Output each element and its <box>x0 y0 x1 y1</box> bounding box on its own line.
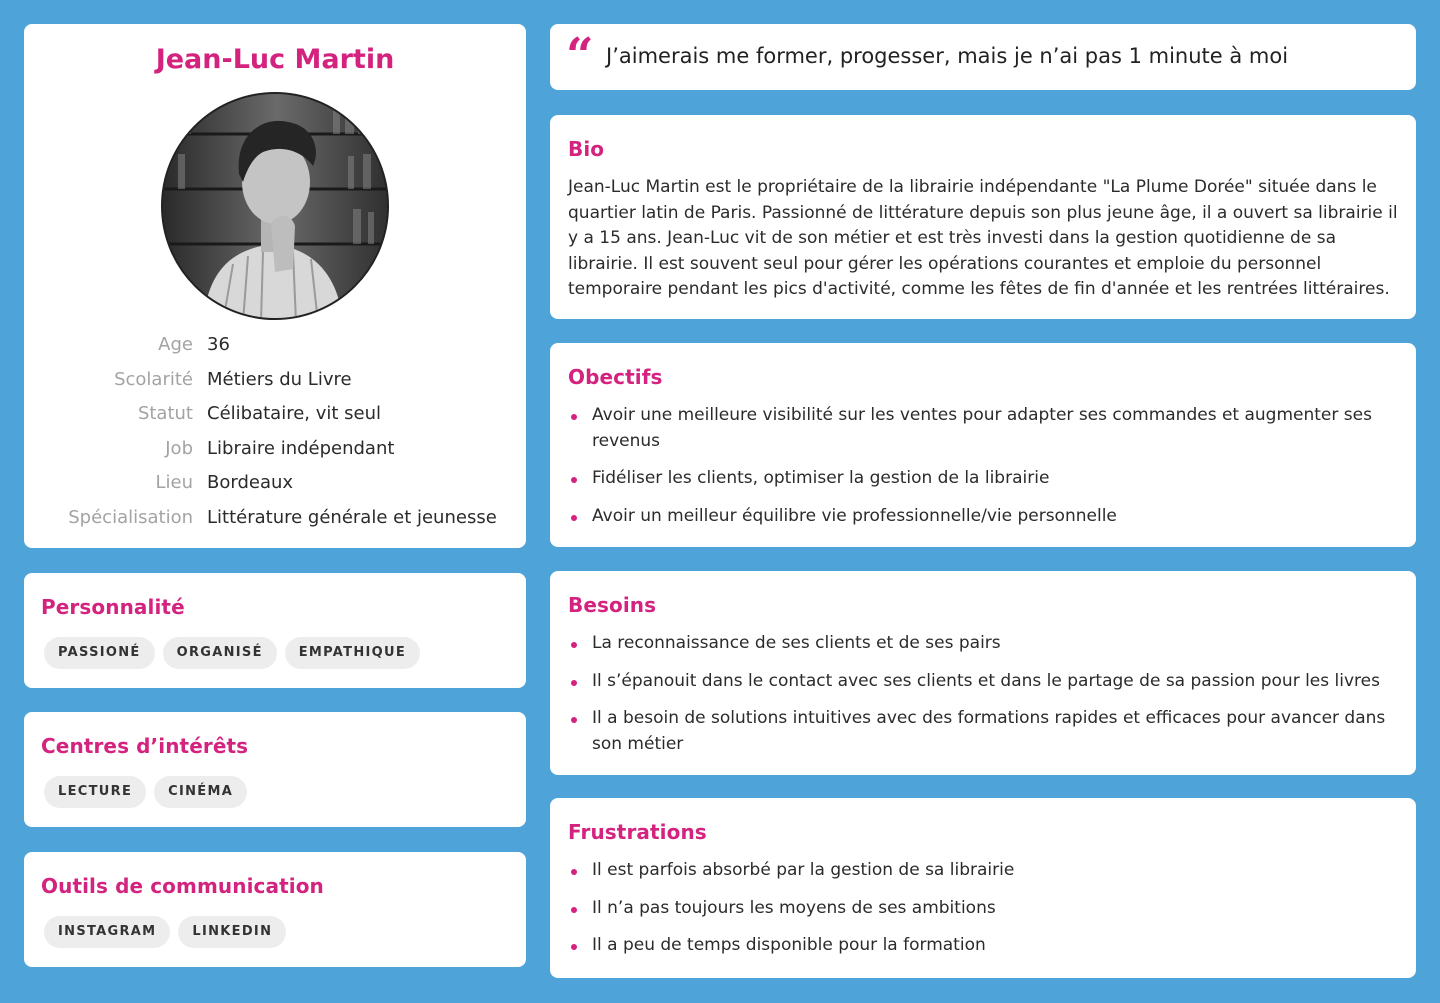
fact-label: Job <box>165 437 193 459</box>
quote-card <box>550 24 1416 90</box>
fact-row-specialisation <box>24 507 526 541</box>
tag: LECTURE <box>44 776 146 808</box>
tools-card <box>24 852 526 967</box>
fact-value: Célibataire, vit seul <box>207 403 382 424</box>
tag: ORGANISÉ <box>163 637 277 669</box>
fact-label: Lieu <box>155 472 193 493</box>
section-title: Frustrations <box>568 820 707 844</box>
list-item: Il est parfois absorbé par la gestion de sa librairie <box>568 858 1404 884</box>
list-item: Il n’a pas toujours les moyens de ses ambitions <box>568 896 1404 922</box>
section-title: Centres d’intérêts <box>41 734 249 758</box>
tag: LINKEDIN <box>178 916 286 948</box>
frustrations-card <box>550 798 1416 978</box>
fact-label: Spécialisation <box>68 506 193 528</box>
tag: EMPATHIQUE <box>285 637 420 669</box>
list-item: Fidéliser les clients, optimiser la gestion de la librairie <box>568 466 1404 492</box>
fact-label: Statut <box>137 403 193 424</box>
section-title: Bio <box>568 137 605 161</box>
objectives-card <box>550 343 1416 547</box>
fact-value: Libraire indépendant <box>207 437 395 459</box>
bullet-list <box>568 403 1404 541</box>
fact-value: Littérature générale et jeunesse <box>207 506 497 528</box>
list-item: Il a besoin de solutions intuitives avec des formations rapides et efficaces pour avancer dans son métier <box>568 706 1404 757</box>
persona-name: Jean-Luc Martin <box>155 44 395 75</box>
tag: CINÉMA <box>154 776 247 808</box>
fact-row-scolarite <box>24 369 526 403</box>
fact-value: Bordeaux <box>207 472 294 493</box>
fact-value: 36 <box>207 334 230 355</box>
bio-card <box>550 115 1416 319</box>
list-item: Avoir un meilleur équilibre vie professionnelle/vie personnelle <box>568 504 1404 530</box>
tag-list <box>44 637 420 669</box>
fact-row-statut <box>24 403 526 437</box>
tag: INSTAGRAM <box>44 916 170 948</box>
needs-card <box>550 571 1416 775</box>
fact-label: Scolarité <box>114 368 193 390</box>
bullet-list <box>568 858 1404 971</box>
quote-text: J’aimerais me former, progesser, mais je n’ai pas 1 minute à moi <box>606 44 1289 68</box>
section-title: Outils de communication <box>41 874 324 898</box>
tag-list <box>44 916 286 948</box>
avatar-photo <box>163 94 389 320</box>
quote-icon: “ <box>566 28 594 84</box>
section-title: Obectifs <box>568 365 663 389</box>
interests-card <box>24 712 526 827</box>
profile-card <box>24 24 526 548</box>
tag-list <box>44 776 247 808</box>
personality-card <box>24 573 526 688</box>
section-title: Personnalité <box>41 595 185 619</box>
bio-text: Jean-Luc Martin est le propriétaire de la librairie indépendante "La Plume Dorée" située dans le quartier latin de Paris. Passionné de littérature depuis son plus jeune âge, il a ouvert sa librairie il y a 15 ans. Jean-Luc vit de son métier et est très investi dans la gestion quotidienne de sa librairie. Il est souvent seul pour gérer les opérations courantes et emploie du personnel temporaire pendant les pics d'activité, comme les fêtes de fin d'année et les rentrées littéraires. <box>568 177 1398 299</box>
avatar <box>161 92 389 320</box>
fact-label: Age <box>158 334 193 355</box>
bullet-list <box>568 631 1404 769</box>
list-item: Avoir une meilleure visibilité sur les ventes pour adapter ses commandes et augmenter ses revenus <box>568 403 1404 454</box>
fact-row-age <box>24 334 526 368</box>
fact-row-lieu <box>24 472 526 506</box>
list-item: Il a peu de temps disponible pour la formation <box>568 933 1404 959</box>
fact-row-job <box>24 438 526 472</box>
fact-value: Métiers du Livre <box>207 368 352 390</box>
list-item: La reconnaissance de ses clients et de ses pairs <box>568 631 1404 657</box>
list-item: Il s’épanouit dans le contact avec ses clients et dans le partage de sa passion pour les livres <box>568 669 1404 695</box>
tag: PASSIONÉ <box>44 637 155 669</box>
section-title: Besoins <box>568 593 657 617</box>
